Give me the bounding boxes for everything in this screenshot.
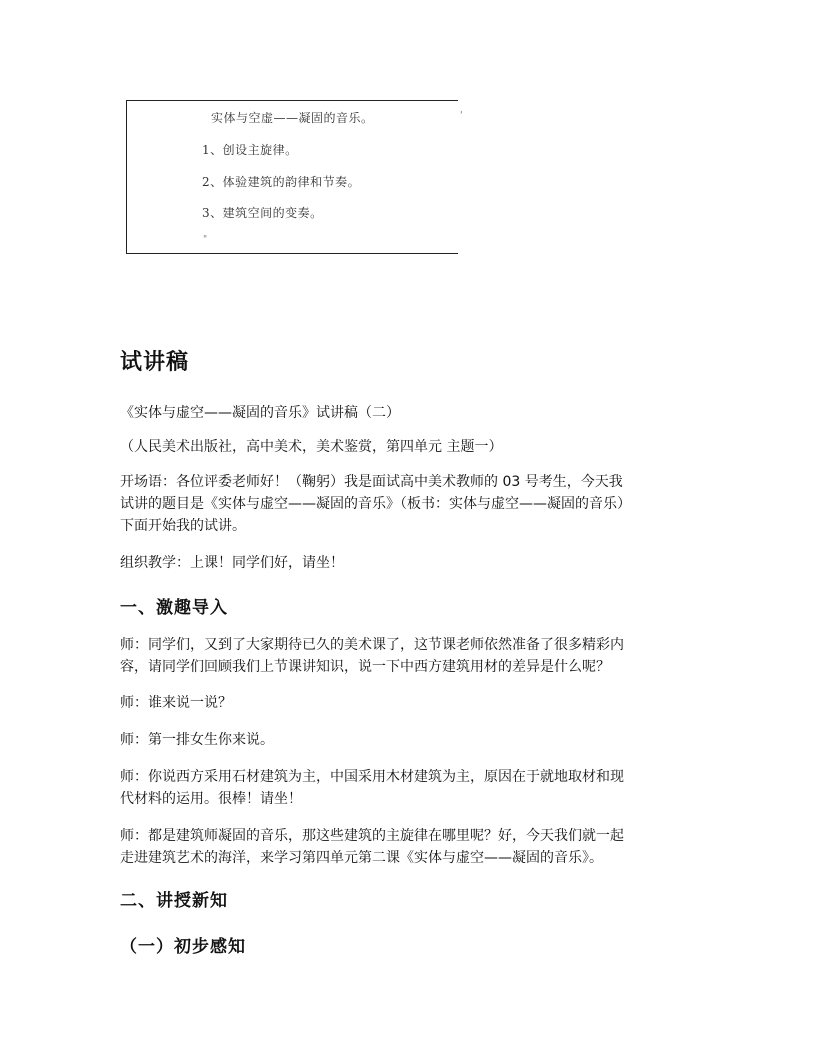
document-subtitle: 《实体与虚空——凝固的音乐》试讲稿（二） <box>120 405 400 421</box>
board-item-1: 1、创设主旋律。 <box>202 143 298 157</box>
opening-line-1: 开场语：各位评委老师好！（鞠躬）我是面试高中美术教师的 03 号考生，今天我 <box>120 474 623 490</box>
s1-paragraph-5-line-1: 师：都是建筑师凝固的音乐，那这些建筑的主旋律在哪里呢？好，今天我们就一起 <box>120 828 624 844</box>
s1-paragraph-3: 师：第一排女生你来说。 <box>120 732 274 748</box>
section-2-heading: 二、讲授新知 <box>120 891 228 911</box>
board-writing-image <box>126 100 463 254</box>
s1-paragraph-2: 师：谁来说一说？ <box>120 695 232 711</box>
board-item-3: 3、建筑空间的变奏。 <box>202 206 323 220</box>
document-title: 试讲稿 <box>120 350 190 375</box>
publisher-line: （人民美术出版社，高中美术，美术鉴赏，第四单元 主题一） <box>120 439 503 455</box>
organize-teaching: 组织教学：上课！同学们好，请坐！ <box>120 555 344 571</box>
s1-paragraph-4-line-2: 代材料的运用。很棒！请坐！ <box>120 791 302 807</box>
board-corner-mark: ' <box>460 111 463 121</box>
board-bottom-mark: " <box>203 235 208 245</box>
section-2-subheading: （一）初步感知 <box>120 937 246 957</box>
s1-paragraph-5-line-2: 走进建筑艺术的海洋，来学习第四单元第二课《实体与虚空——凝固的音乐》。 <box>120 850 603 866</box>
s1-paragraph-4-line-1: 师：你说西方采用石材建筑为主，中国采用木材建筑为主，原因在于就地取材和现 <box>120 769 624 785</box>
s1-paragraph-1-line-2: 容，请同学们回顾我们上节课讲知识，说一下中西方建筑用材的差异是什么呢？ <box>120 659 610 675</box>
board-item-2: 2、体验建筑的韵律和节奏。 <box>202 175 361 189</box>
opening-line-2: 试讲的题目是《实体与虚空——凝固的音乐》（板书：实体与虚空——凝固的音乐） <box>120 496 631 512</box>
s1-paragraph-1-line-1: 师：同学们，又到了大家期待已久的美术课了，这节课老师依然准备了很多精彩内 <box>120 637 624 653</box>
opening-line-3: 下面开始我的试讲。 <box>120 518 246 534</box>
board-title: 实体与空虚——凝固的音乐。 <box>211 111 374 125</box>
section-1-heading: 一、激趣导入 <box>120 598 228 618</box>
